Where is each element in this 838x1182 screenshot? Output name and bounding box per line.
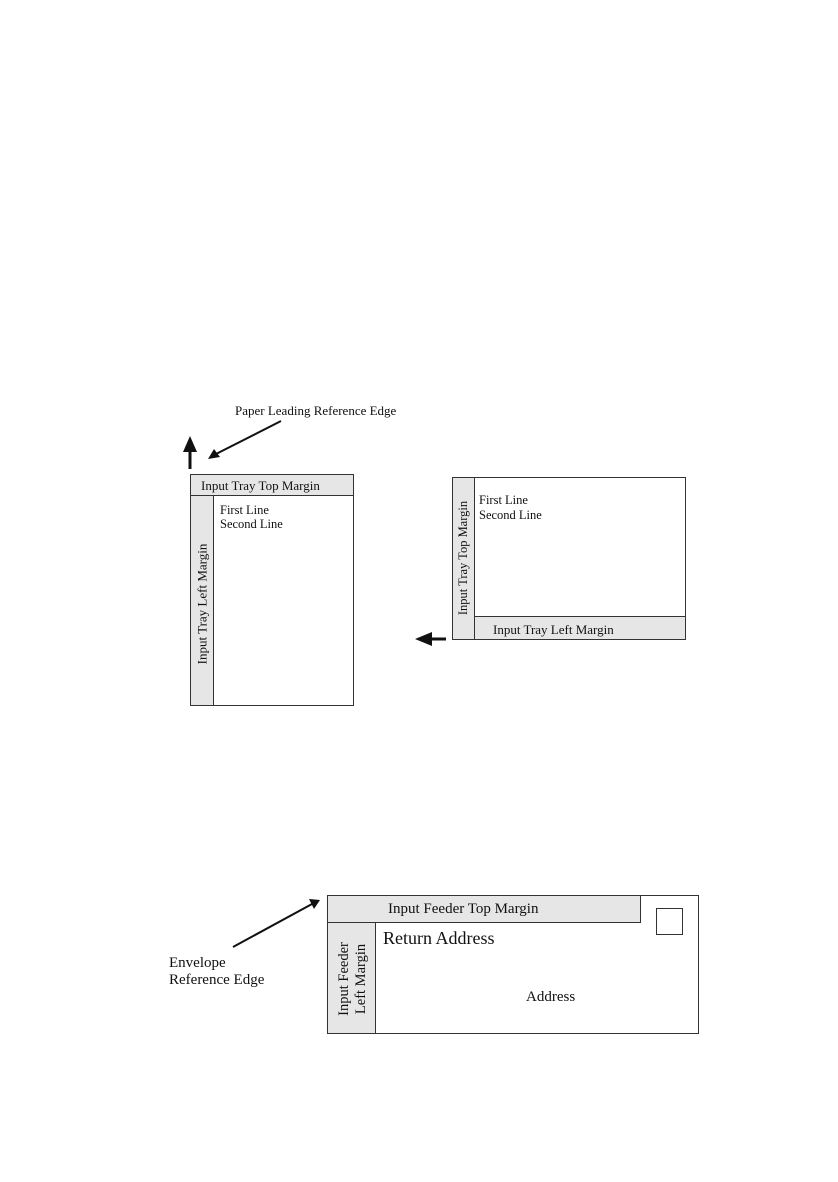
landscape-top-margin-band [453,478,475,639]
portrait-second-line: Second Line [220,517,283,531]
envelope-top-margin-band [328,896,641,923]
envelope-left-margin-label-line2: Left Margin [352,943,369,1015]
portrait-top-margin-label: Input Tray Top Margin [201,478,320,493]
portrait-left-margin-label: Input Tray Left Margin [194,543,210,665]
envelope-edge-pointer [233,899,320,947]
envelope [327,895,699,1034]
envelope-top-margin-label: Input Feeder Top Margin [388,901,539,917]
portrait-page [190,474,354,706]
address-label: Address [526,989,576,1005]
landscape-first-line: First Line [479,493,528,507]
envelope-left-margin-label-line1: Input Feeder [335,942,352,1016]
portrait-first-line: First Line [220,503,269,517]
landscape-page [452,477,686,640]
feed-direction-left-arrow [415,632,446,646]
landscape-left-margin-band [475,616,685,639]
portrait-left-margin-band [191,496,214,705]
envelope-left-margin-band [328,923,376,1033]
portrait-top-margin-band [191,475,353,496]
envelope-edge-label-line1: Envelope [169,955,226,971]
landscape-left-margin-label: Input Tray Left Margin [493,622,614,637]
landscape-top-margin-label: Input Tray Top Margin [455,500,470,616]
envelope-edge-label-line2: Reference Edge [169,972,265,988]
return-address-label: Return Address [383,928,495,948]
landscape-second-line: Second Line [479,508,542,522]
stamp-box [656,908,683,935]
feed-direction-up-arrow [183,436,197,469]
leading-edge-pointer [208,421,281,459]
leading-edge-label: Paper Leading Reference Edge [235,403,397,418]
